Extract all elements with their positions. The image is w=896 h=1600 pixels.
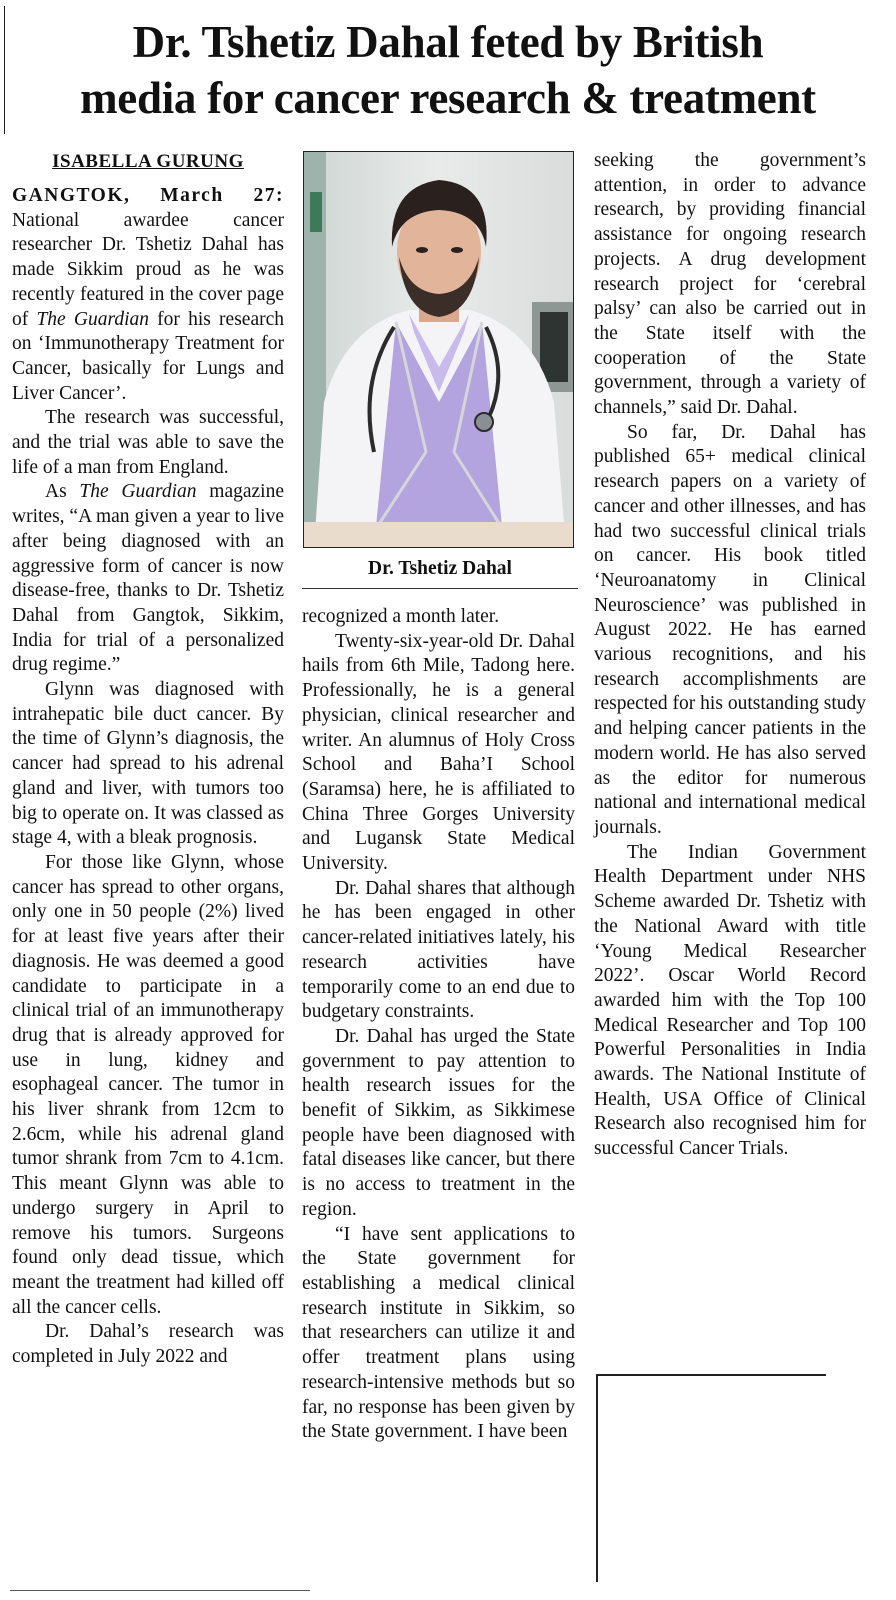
headline xyxy=(10,14,886,126)
headline-line-2: media for cancer research & treatment xyxy=(80,73,816,123)
paragraph-14: The Indian Government Health Department under NHS Scheme awarded Dr. Tshetiz with the National Award with title ‘Young Medical Researcher 2022’. Oscar World Record awarded him with the Top 100 Medical Researcher and Top 100 Powerful Personalities in India awards. The National Institute of Health, USA Office of Clinical Research also recognised him for successful Cancer Trials. xyxy=(594,841,866,1160)
paragraph-11: “I have sent applications to the State government for establishing a medical clinical research institute in Sikkim, so that researchers can utilize it and offer treatment plans using research-intensive methods but so far, no response has been given by the State government. I have been xyxy=(302,1223,575,1443)
byline: ISABELLA GURUNG xyxy=(52,151,244,172)
dateline: GANGTOK, March 27: xyxy=(12,185,284,206)
paragraph-7: recognized a month later. xyxy=(302,606,500,627)
paragraph-13: So far, Dr. Dahal has published 65+ medical clinical research papers on a variety of cancer and other illnesses, and has had two successful clinical trials on cancer. His book titled ‘Neuroanatomy in Clinical Neuroscience’ was published in August 2022. He has earned various recognitions, and his research accomplishments are respected for his outstanding study and helping cancer patients in the modern world. He has also served as the editor for numerous national and international medical journals. xyxy=(594,421,866,838)
paragraph-10: Dr. Dahal has urged the State government to pay attention to health research issues for the benefit of Sikkim, as Sikkimese people have been diagnosed with fatal diseases like cancer, but there is no access to treatment in the region. xyxy=(302,1025,575,1220)
article-column-1 xyxy=(12,150,284,1370)
paragraph-2: The research was successful, and the trial was able to save the life of a man from England. xyxy=(12,407,284,478)
portrait-photo xyxy=(303,151,574,548)
paragraph-12: seeking the government’s attention, in order to advance research, by providing financial assistance for ongoing research projects. A drug development research project for ‘cerebral palsy’ can also be carried out in the State itself with the cooperation of the State government, through a variety of channels,” said Dr. Dahal. xyxy=(594,150,866,419)
paragraph-9: Dr. Dahal shares that although he has been engaged in other cancer-related initiatives lately, his research activities have temporarily come to an end due to budgetary constraints. xyxy=(302,877,575,1023)
headline-line-1: Dr. Tshetiz Dahal feted by British xyxy=(132,17,764,67)
bottom-rule xyxy=(10,1590,310,1591)
doctor-portrait-image xyxy=(304,152,573,547)
paragraph-4: Glynn was diagnosed with intrahepatic bile duct cancer. By the time of Glynn’s diagnosis, the cancer had spread to his adrenal gland and liver, with tumors too big to operate on. It was classed as stage 4, with a bleak prognosis. xyxy=(12,679,284,849)
box-border-left xyxy=(596,1374,598,1582)
paragraph-6: Dr. Dahal’s research was completed in July 2022 and xyxy=(12,1321,284,1368)
caption-rule xyxy=(302,588,578,589)
paragraph-3: As The Guardian magazine writes, “A man given a year to live after being diagnosed with an aggressive form of cancer is now disease-free, thanks to Dr. Tshetiz Dahal from Gangtok, Sikkim, India for trial of a personalized drug regime.” xyxy=(12,481,284,676)
left-margin-rule xyxy=(4,6,5,134)
box-border-top xyxy=(596,1374,826,1376)
paragraph-5: For those like Glynn, whose cancer has spread to other organs, only one in 50 people (2%) lived for at least five years after their diagnosis. He was deemed a good candidate to participate in a clinical trial of an immunotherapy drug that is already approved for use in lung, kidney and esophageal cancer. The tumor in his liver shrank from 12cm to 2.6cm, while his adrenal gland tumor shrank from 7cm to 4.1cm. This meant Glynn was able to undergo surgery in April to remove his tumors. Surgeons found only dead tissue, which meant the treatment had killed off all the cancer cells. xyxy=(12,851,284,1318)
article-column-2 xyxy=(302,605,575,1445)
paragraph-8: Twenty-six-year-old Dr. Dahal hails from 6th Mile, Tadong here. Professionally, he is a general physician, clinical researcher and writer. An alumnus of Holy Cross School and Baha’I School (Saramsa) here, he is affiliated to China Three Gorges University and Lugansk State Medical University. xyxy=(302,630,575,875)
photo-caption: Dr. Tshetiz Dahal xyxy=(368,558,512,579)
article-column-3 xyxy=(594,149,866,1162)
paragraph-1: GANGTOK, March 27: National awardee cancer researcher Dr. Tshetiz Dahal has made Sikkim proud as he was recently featured in the cover page of The Guardian for his research on ‘Immunotherapy Treatment for Cancer, basically for Lungs and Liver Cancer’. xyxy=(12,185,284,404)
